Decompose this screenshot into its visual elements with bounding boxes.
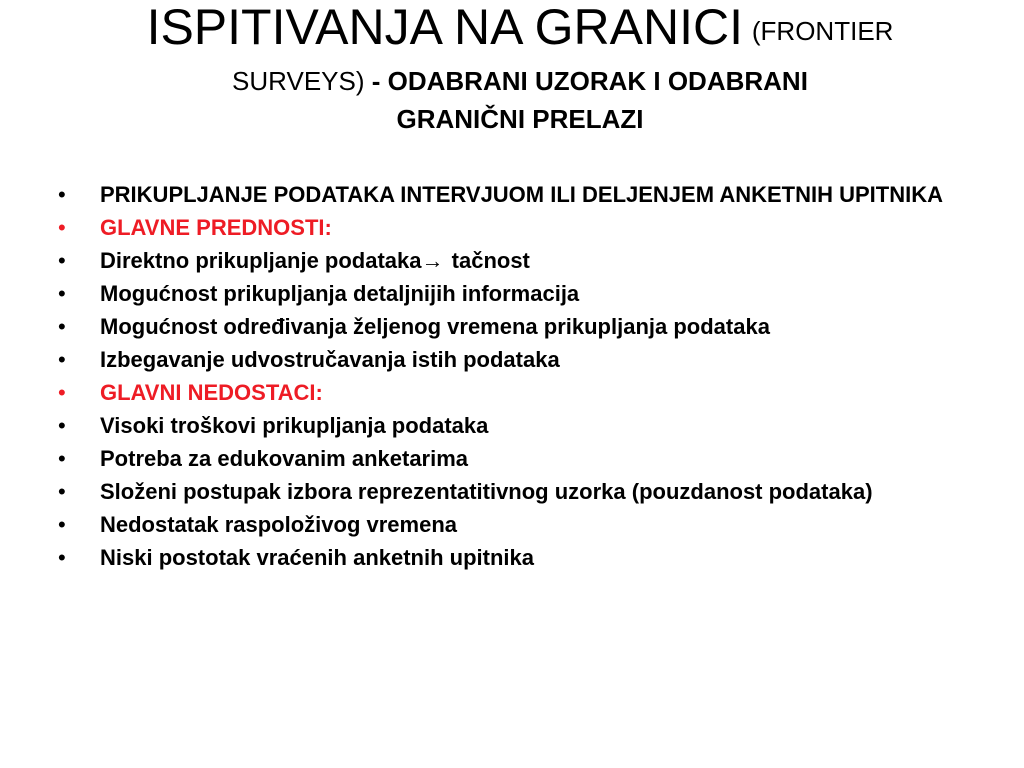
bullet-text: Složeni postupak izbora reprezentatitivnog uzorka (pouzdanost podataka) <box>100 479 873 504</box>
bullet-icon: • <box>58 413 66 438</box>
bullet-text-after-arrow: tačnost <box>451 248 530 273</box>
bullet-icon: • <box>58 215 66 240</box>
list-item <box>58 414 978 438</box>
bullet-icon: • <box>58 479 66 504</box>
bullet-text: Izbegavanje udvostručavanja istih podataka <box>100 347 560 372</box>
right-arrow-icon: → <box>421 248 444 273</box>
list-item <box>58 513 978 537</box>
list-item <box>58 447 978 471</box>
bullet-text: Nedostatak raspoloživog vremena <box>100 512 458 537</box>
list-item <box>58 480 978 504</box>
list-item <box>58 249 978 273</box>
bullet-text: Mogućnost određivanja željenog vremena prikupljanja podataka <box>100 314 770 339</box>
bullet-icon: • <box>58 512 66 537</box>
bullet-icon: • <box>58 380 66 405</box>
list-item <box>58 348 978 372</box>
bullet-text: Visoki troškovi prikupljanja podataka <box>100 413 489 438</box>
bullet-text: Direktno prikupljanje podataka <box>100 248 422 273</box>
title-main-text: ISPITIVANJA NA GRANICI <box>146 0 743 55</box>
bullet-text: Niski postotak vraćenih anketnih upitnika <box>100 545 534 570</box>
slide-title <box>40 0 1000 138</box>
title-line-1 <box>40 0 1000 55</box>
section-heading-disadvantages: GLAVNI NEDOSTACI: <box>100 380 323 405</box>
list-item <box>58 216 978 240</box>
bullet-text: Mogućnost prikupljanja detaljnijih informacija <box>100 281 580 306</box>
title-subtitle-bold: - ODABRANI UZORAK I ODABRANI <box>371 66 808 96</box>
section-heading-advantages: GLAVNE PREDNOSTI: <box>100 215 332 240</box>
bullet-icon: • <box>58 314 66 339</box>
list-item <box>58 546 978 570</box>
list-item <box>58 381 978 405</box>
bullet-icon: • <box>58 281 66 306</box>
title-line-3: GRANIČNI PRELAZI <box>396 104 644 134</box>
bullet-text: PRIKUPLJANJE PODATAKA INTERVJUOM ILI DELJENJEM ANKETNIH UPITNIKA <box>100 182 944 207</box>
bullet-icon: • <box>58 347 66 372</box>
bullet-icon: • <box>58 545 66 570</box>
list-item <box>58 183 978 207</box>
title-line-2 <box>40 62 1000 100</box>
bullet-icon: • <box>58 446 66 471</box>
title-paren-text: (FRONTIER <box>751 16 894 46</box>
title-paren-text-2: SURVEYS) <box>232 66 365 96</box>
list-item <box>58 315 978 339</box>
bullet-icon: • <box>58 182 66 207</box>
bullet-icon: • <box>58 248 66 273</box>
list-item <box>58 282 978 306</box>
bullet-list <box>58 183 978 579</box>
bullet-text: Potreba za edukovanim anketarima <box>100 446 469 471</box>
